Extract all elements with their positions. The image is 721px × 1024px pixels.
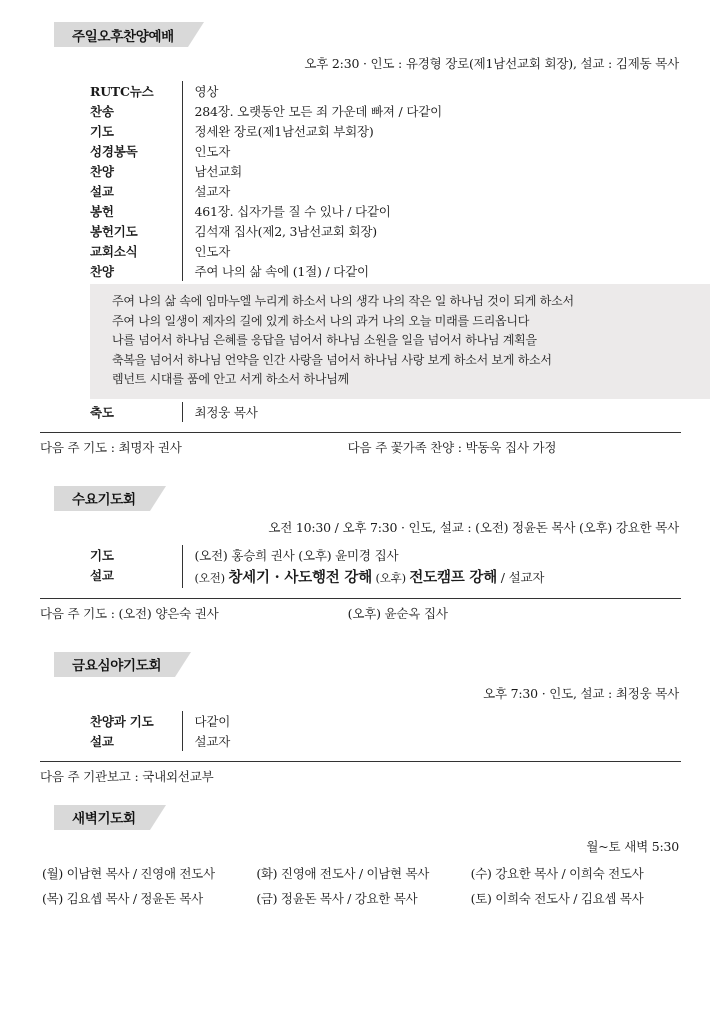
order-of-worship-table bbox=[90, 711, 710, 751]
row-value: 다같이 bbox=[182, 711, 710, 731]
hymn-lyrics-block bbox=[90, 284, 710, 399]
row-label: 설교 bbox=[90, 733, 114, 749]
table-row bbox=[90, 261, 710, 281]
row-label: 찬양 bbox=[90, 264, 114, 279]
section-header-ribbon bbox=[54, 486, 150, 511]
row-label: 찬양 bbox=[90, 164, 114, 179]
table-row bbox=[90, 161, 710, 181]
spacer bbox=[40, 622, 681, 652]
lyric-line: 축복을 넘어서 하나님 언약을 인간 사랑을 넘어서 하나님 사랑 보게 하소서 보게 하소서 bbox=[112, 352, 552, 367]
list-item: (금) 정윤돈 목사 / 강요한 목사 bbox=[256, 890, 418, 906]
section-footnote bbox=[40, 432, 681, 456]
spacer bbox=[40, 785, 681, 805]
section-footnote bbox=[40, 761, 681, 785]
section-header bbox=[54, 22, 681, 47]
row-value: 정세완 장로(제1남선교회 부회장) bbox=[182, 121, 710, 141]
row-label: 봉헌 bbox=[90, 204, 114, 219]
table-row bbox=[90, 731, 710, 751]
footnote-left: 다음 주 기도 : 최명자 권사 bbox=[40, 439, 182, 455]
footnote-text: 다음 주 기관보고 : 국내외선교부 bbox=[40, 768, 214, 784]
section-header-ribbon bbox=[54, 22, 188, 47]
sermon-part-preacher: / 설교자 bbox=[497, 569, 545, 585]
lyric-line: 나를 넘어서 하나님 은혜를 응답을 넘어서 하나님 소원을 일을 넘어서 하나님 계획을 bbox=[112, 333, 537, 348]
row-label: 축도 bbox=[90, 404, 114, 420]
list-item: (목) 김요셉 목사 / 정윤돈 목사 bbox=[42, 890, 203, 906]
table-row bbox=[90, 221, 710, 241]
row-value: 인도자 bbox=[182, 141, 710, 161]
section-sunday-afternoon bbox=[40, 22, 681, 456]
lyric-line: 주여 나의 일생이 제자의 길에 있게 하소서 나의 과거 나의 오늘 미래를 드리옵니다 bbox=[112, 313, 530, 328]
dawn-prayer-schedule bbox=[40, 864, 681, 907]
table-row bbox=[90, 141, 710, 161]
table-row bbox=[90, 565, 710, 588]
row-value: 461장. 십자가를 질 수 있나 / 다같이 bbox=[182, 201, 710, 221]
row-value: 김석재 집사(제2, 3남선교회 회장) bbox=[182, 221, 710, 241]
row-value: 남선교회 bbox=[182, 161, 710, 181]
lyric-line: 렘넌트 시대를 품에 안고 서게 하소서 하나님께 bbox=[112, 372, 349, 387]
footnote-right: (오후) 윤순옥 집사 bbox=[347, 605, 448, 621]
footnote-right: 다음 주 꽃가족 찬양 : 박동욱 집사 가정 bbox=[347, 439, 557, 455]
section-header bbox=[54, 652, 681, 677]
section-title: 새벽기도회 bbox=[72, 811, 136, 828]
spacer bbox=[40, 456, 681, 486]
row-label: 설교 bbox=[90, 567, 114, 583]
table-row bbox=[90, 711, 710, 731]
table-row bbox=[90, 402, 710, 422]
row-label: 교회소식 bbox=[90, 244, 138, 259]
section-title: 금요심야기도회 bbox=[72, 658, 162, 675]
row-value: 인도자 bbox=[182, 241, 710, 261]
row-label: 기도 bbox=[90, 124, 114, 139]
section-wednesday-prayer bbox=[40, 486, 681, 622]
row-label: 성경봉독 bbox=[90, 144, 138, 159]
sermon-part-pm-title: 전도캠프 강해 bbox=[409, 568, 498, 586]
row-label: 설교 bbox=[90, 184, 114, 199]
table-row bbox=[90, 121, 710, 141]
row-value: 주여 나의 삶 속에 (1절) / 다같이 bbox=[182, 261, 710, 281]
row-value: 영상 bbox=[182, 81, 710, 101]
section-header-ribbon bbox=[54, 652, 175, 677]
row-value: 설교자 bbox=[182, 181, 710, 201]
table-row bbox=[90, 81, 710, 101]
section-title: 주일오후찬양예배 bbox=[72, 28, 174, 45]
list-item: (월) 이남현 목사 / 진영애 전도사 bbox=[42, 865, 215, 881]
section-header-ribbon bbox=[54, 805, 150, 830]
row-label: 찬송 bbox=[90, 104, 114, 119]
section-info: 오후 2:30 · 인도 : 유경형 장로(제1남선교회 회장), 설교 : 김제동 목사 bbox=[304, 56, 679, 71]
sermon-part-am-tag: (오전) bbox=[194, 570, 229, 585]
lyric-line: 주여 나의 삶 속에 임마누엘 누리게 하소서 나의 생각 나의 작은 일 하나님 것이 되게 하소서 bbox=[112, 294, 574, 308]
row-value: 설교자 bbox=[182, 731, 710, 751]
table-row bbox=[90, 201, 710, 221]
section-info: 월~토 새벽 5:30 bbox=[586, 838, 679, 854]
table-row bbox=[90, 101, 710, 121]
row-value-sermon bbox=[182, 565, 710, 588]
section-dawn-prayer bbox=[40, 805, 681, 907]
list-item: (토) 이희숙 전도사 / 김요셉 목사 bbox=[470, 890, 644, 906]
section-header bbox=[54, 486, 681, 511]
row-label: 기도 bbox=[90, 547, 114, 563]
row-label: RUTC뉴스 bbox=[90, 84, 154, 99]
section-friday-night-prayer bbox=[40, 652, 681, 785]
list-item: (화) 진영애 전도사 / 이남현 목사 bbox=[256, 865, 430, 881]
row-value: (오전) 홍승희 권사 (오후) 윤미경 집사 bbox=[182, 545, 710, 565]
list-item: (수) 강요한 목사 / 이희숙 전도사 bbox=[470, 865, 644, 881]
sermon-part-am-title: 창세기 · 사도행전 강해 bbox=[228, 568, 373, 586]
order-of-worship-table bbox=[90, 81, 710, 281]
section-info: 오후 7:30 · 인도, 설교 : 최정웅 목사 bbox=[483, 685, 679, 701]
footnote-left: 다음 주 기도 : (오전) 양은숙 권사 bbox=[40, 605, 219, 621]
order-of-worship-table bbox=[90, 545, 710, 588]
table-row bbox=[90, 241, 710, 261]
row-value: 284장. 오랫동안 모든 죄 가운데 빠져 / 다같이 bbox=[182, 101, 710, 121]
section-title: 수요기도회 bbox=[72, 492, 136, 509]
order-of-worship-table-benediction bbox=[90, 402, 710, 422]
section-header bbox=[54, 805, 681, 830]
section-footnote bbox=[40, 598, 681, 622]
row-label: 봉헌기도 bbox=[90, 224, 138, 239]
table-row bbox=[90, 181, 710, 201]
row-value: 최정웅 목사 bbox=[182, 402, 710, 422]
table-row bbox=[90, 545, 710, 565]
section-info: 오전 10:30 / 오후 7:30 · 인도, 설교 : (오전) 정윤돈 목사 (오후) 강요한 목사 bbox=[268, 519, 679, 535]
row-label: 찬양과 기도 bbox=[90, 713, 154, 729]
sermon-part-pm-tag: (오후) bbox=[372, 570, 410, 585]
